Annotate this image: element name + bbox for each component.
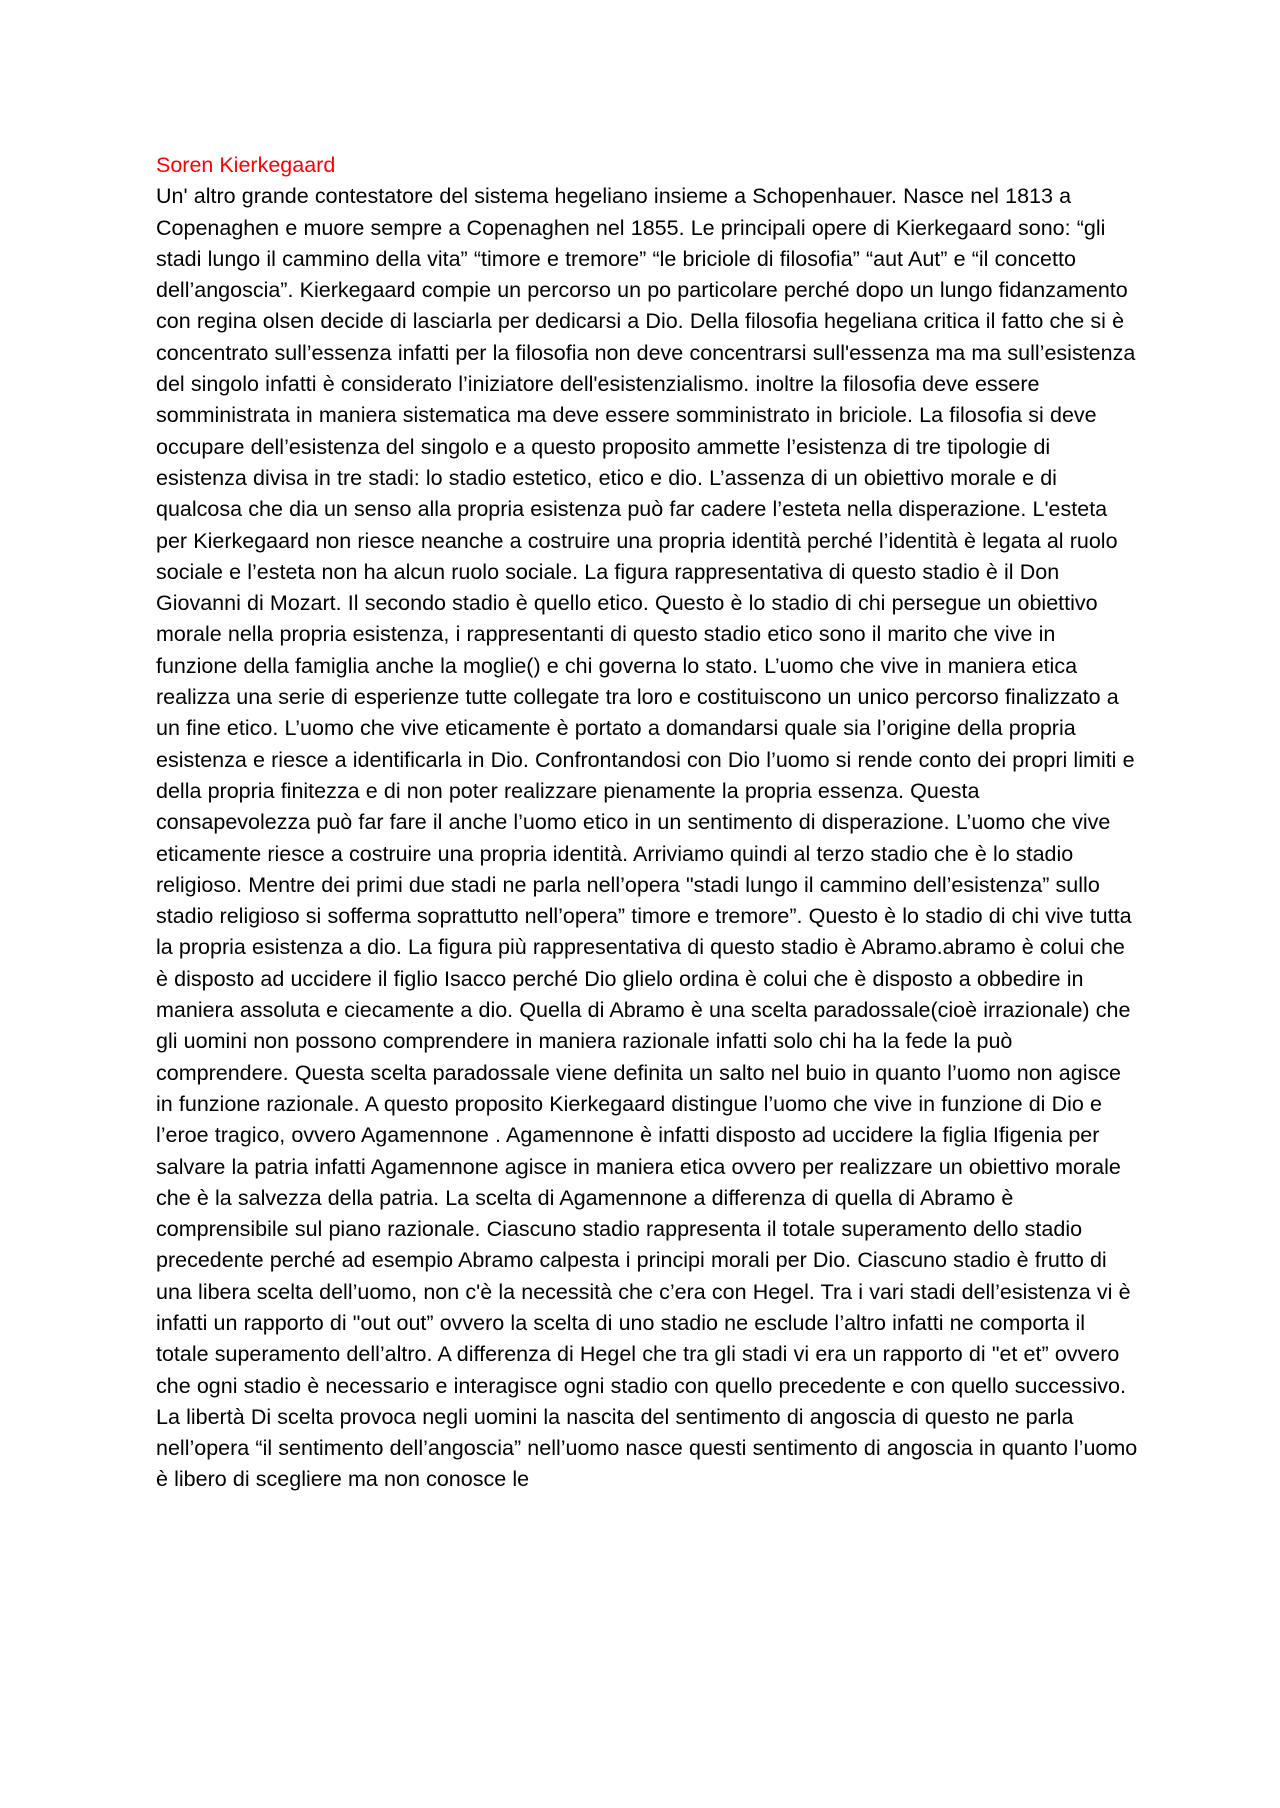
document-page xyxy=(156,150,1138,1496)
document-title: Soren Kierkegaard xyxy=(156,153,336,177)
document-body: Un' altro grande contestatore del sistema hegeliano insieme a Schopenhauer. Nasce nel 1813 a Copenaghen e muore sempre a Copenaghen nel 1855. Le principali opere di Kierkegaard sono: “gli stadi lungo il cammino della vita” “timore e tremore” “le briciole di filosofia” “aut Aut” e “il concetto dell’angoscia”. Kierkegaard compie un percorso un po particolare perché dopo un lungo fidanzamento con regina olsen decide di lasciarla per dedicarsi a Dio. Della filosofia hegeliana critica il fatto che si è concentrato sull’essenza infatti per la filosofia non deve concentrarsi sull'essenza ma ma sull’esistenza del singolo infatti è considerato l’iniziatore dell'esistenzialismo. inoltre la filosofia deve essere somministrata in maniera sistematica ma deve essere somministrato in briciole. La filosofia si deve occupare dell’esistenza del singolo e a questo proposito ammette l’esistenza di tre tipologie di esistenza divisa in tre stadi: lo stadio estetico, etico e dio. L’assenza di un obiettivo morale e di qualcosa che dia un senso alla propria esistenza può far cadere l’esteta nella disperazione. L'esteta per Kierkegaard non riesce neanche a costruire una propria identità perché l’identità è legata al ruolo sociale e l’esteta non ha alcun ruolo sociale. La figura rappresentativa di questo stadio è il Don Giovanni di Mozart. Il secondo stadio è quello etico. Questo è lo stadio di chi persegue un obiettivo morale nella propria esistenza, i rappresentanti di questo stadio etico sono il marito che vive in funzione della famiglia anche la moglie() e chi governa lo stato. L’uomo che vive in maniera etica realizza una serie di esperienze tutte collegate tra loro e costituiscono un unico percorso finalizzato a un fine etico. L’uomo che vive eticamente è portato a domandarsi quale sia l’origine della propria esistenza e riesce a identificarla in Dio. Confrontandosi con Dio l’uomo si rende conto dei propri limiti e della propria finitezza e di non poter realizzare pienamente la propria essenza. Questa consapevolezza può far fare il anche l’uomo etico in un sentimento di disperazione. L’uomo che vive eticamente riesce a costruire una propria identità. Arriviamo quindi al terzo stadio che è lo stadio religioso. Mentre dei primi due stadi ne parla nell’opera "stadi lungo il cammino dell’esistenza” sullo stadio religioso si sofferma soprattutto nell’opera” timore e tremore”. Questo è lo stadio di chi vive tutta la propria esistenza a dio. La figura più rappresentativa di questo stadio è Abramo.abramo è colui che è disposto ad uccidere il figlio Isacco perché Dio glielo ordina è colui che è disposto a obbedire in maniera assoluta e ciecamente a dio. Quella di Abramo è una scelta paradossale(cioè irrazionale) che gli uomini non possono comprendere in maniera razionale infatti solo chi ha la fede la può comprendere. Questa scelta paradossale viene definita un salto nel buio in quanto l’uomo non agisce in funzione razionale. A questo proposito Kierkegaard distingue l’uomo che vive in funzione di Dio e l’eroe tragico, ovvero Agamennone . Agamennone è infatti disposto ad uccidere la figlia Ifigenia per salvare la patria infatti Agamennone agisce in maniera etica ovvero per realizzare un obiettivo morale che è la salvezza della patria. La scelta di Agamennone a differenza di quella di Abramo è comprensibile sul piano razionale. Ciascuno stadio rappresenta il totale superamento dello stadio precedente perché ad esempio Abramo calpesta i principi morali per Dio. Ciascuno stadio è frutto di una libera scelta dell’uomo, non c'è la necessità che c’era con Hegel. Tra i vari stadi dell’esistenza vi è infatti un rapporto di "out out” ovvero la scelta di uno stadio ne esclude l’altro infatti ne comporta il totale superamento dell’altro. A differenza di Hegel che tra gli stadi vi era un rapporto di "et et” ovvero che ogni stadio è necessario e interagisce ogni stadio con quello precedente e con quello successivo. La libertà Di scelta provoca negli uomini la nascita del sentimento di angoscia di questo ne parla nell’opera “il sentimento dell’angoscia” nell’uomo nasce questi sentimento di angoscia in quanto l’uomo è libero di scegliere ma non conosce le xyxy=(156,184,1138,1492)
